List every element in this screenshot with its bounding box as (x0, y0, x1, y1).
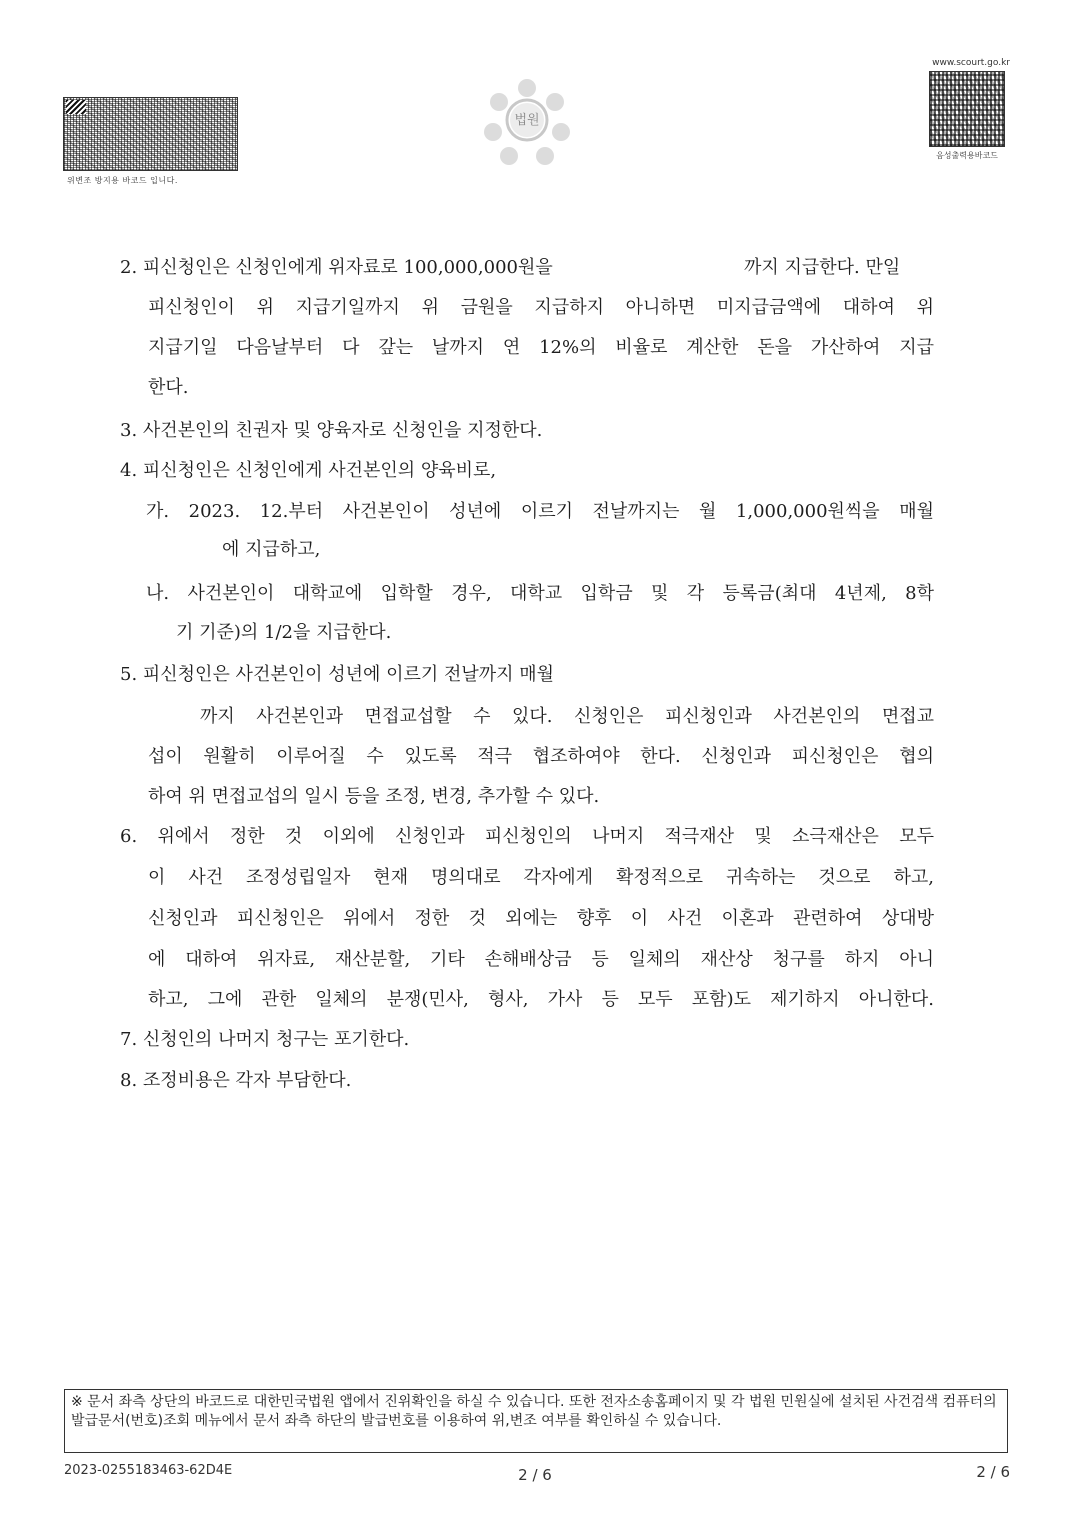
body-line: 4. 피신청인은 신청인에게 사건본인의 양육비로, (120, 460, 497, 481)
anti-forgery-barcode (63, 97, 238, 171)
body-line: 7. 신청인의 나머지 청구는 포기한다. (120, 1029, 410, 1050)
page-number-right: 2 / 6 (976, 1463, 1010, 1481)
page-number-center: 2 / 6 (518, 1466, 552, 1484)
body-line: 까지 사건본인과 면접교섭할 수 있다. 신청인은 피신청인과 사건본인의 면접교 (200, 706, 934, 727)
body-line: 신청인과 피신청인은 위에서 정한 것 외에는 향후 이 사건 이혼과 관련하여 상대방 (148, 908, 934, 929)
site-url: www.scourt.go.kr (932, 58, 1010, 68)
body-line: 2. 피신청인은 신청인에게 위자료로 100,000,000원을 (120, 257, 553, 278)
body-line: 나. 사건본인이 대학교에 입학할 경우, 대학교 입학금 및 각 등록금(최대 4년제, 8학 (146, 583, 934, 604)
body-line: 8. 조정비용은 각자 부담한다. (120, 1070, 352, 1091)
body-line: 에 지급하고, (222, 539, 321, 560)
body-line: 까지 지급한다. 만일 (744, 257, 901, 278)
body-line: 피신청인이 위 지급기일까지 위 금원을 지급하지 아니하면 미지급금액에 대하여 위 (148, 297, 934, 318)
body-line: 섭이 원활히 이루어질 수 있도록 적극 협조하여야 한다. 신청인과 피신청인은 협의 (148, 746, 934, 767)
issue-number: 2023-0255183463-62D4E (64, 1463, 233, 1478)
verification-notice: ※ 문서 좌측 상단의 바코드로 대한민국법원 앱에서 진위확인을 하실 수 있습니다. 또한 전자소송홈페이지 및 각 법원 민원실에 설치된 사건검색 컴퓨터의 발급문서(번호)조회 메뉴에서 문서 좌측 하단의 발급번호를 이용하여 위,변조 여부를 확인하실 수 있습니다. (64, 1389, 1008, 1453)
qr-caption: 음성출력용바코드 (936, 151, 998, 160)
body-line: 에 대하여 위자료, 재산분할, 기타 손해배상금 등 일체의 재산상 청구를 하지 아니 (148, 949, 934, 970)
body-line: 한다. (148, 377, 189, 398)
body-line: 5. 피신청인은 사건본인이 성년에 이르기 전날까지 매월 (120, 664, 555, 685)
body-line: 하여 위 면접교섭의 일시 등을 조정, 변경, 추가할 수 있다. (148, 786, 600, 807)
body-line: 6. 위에서 정한 것 이외에 신청인과 피신청인의 나머지 적극재산 및 소극재산은 모두 (120, 826, 934, 847)
voice-output-barcode (929, 71, 1005, 147)
body-line: 3. 사건본인의 친권자 및 양육자로 신청인을 지정한다. (120, 420, 543, 441)
body-line: 하고, 그에 관한 일체의 분쟁(민사, 형사, 가사 등 모두 포함)도 제기하지 아니한다. (148, 989, 934, 1010)
seal-text: 법원 (514, 113, 540, 128)
barcode-caption: 위변조 방지용 바코드 입니다. (67, 176, 178, 185)
body-line: 이 사건 조정성립일자 현재 명의대로 각자에게 확정적으로 귀속하는 것으로 하고, (148, 867, 934, 888)
body-line: 가. 2023. 12.부터 사건본인이 성년에 이르기 전날까지는 월 1,000,000원씩을 매월 (146, 501, 934, 522)
body-line: 지급기일 다음날부터 다 갚는 날까지 연 12%의 비율로 계산한 돈을 가산하여 지급 (148, 337, 934, 358)
body-line: 기 기준)의 1/2을 지급한다. (176, 622, 392, 643)
